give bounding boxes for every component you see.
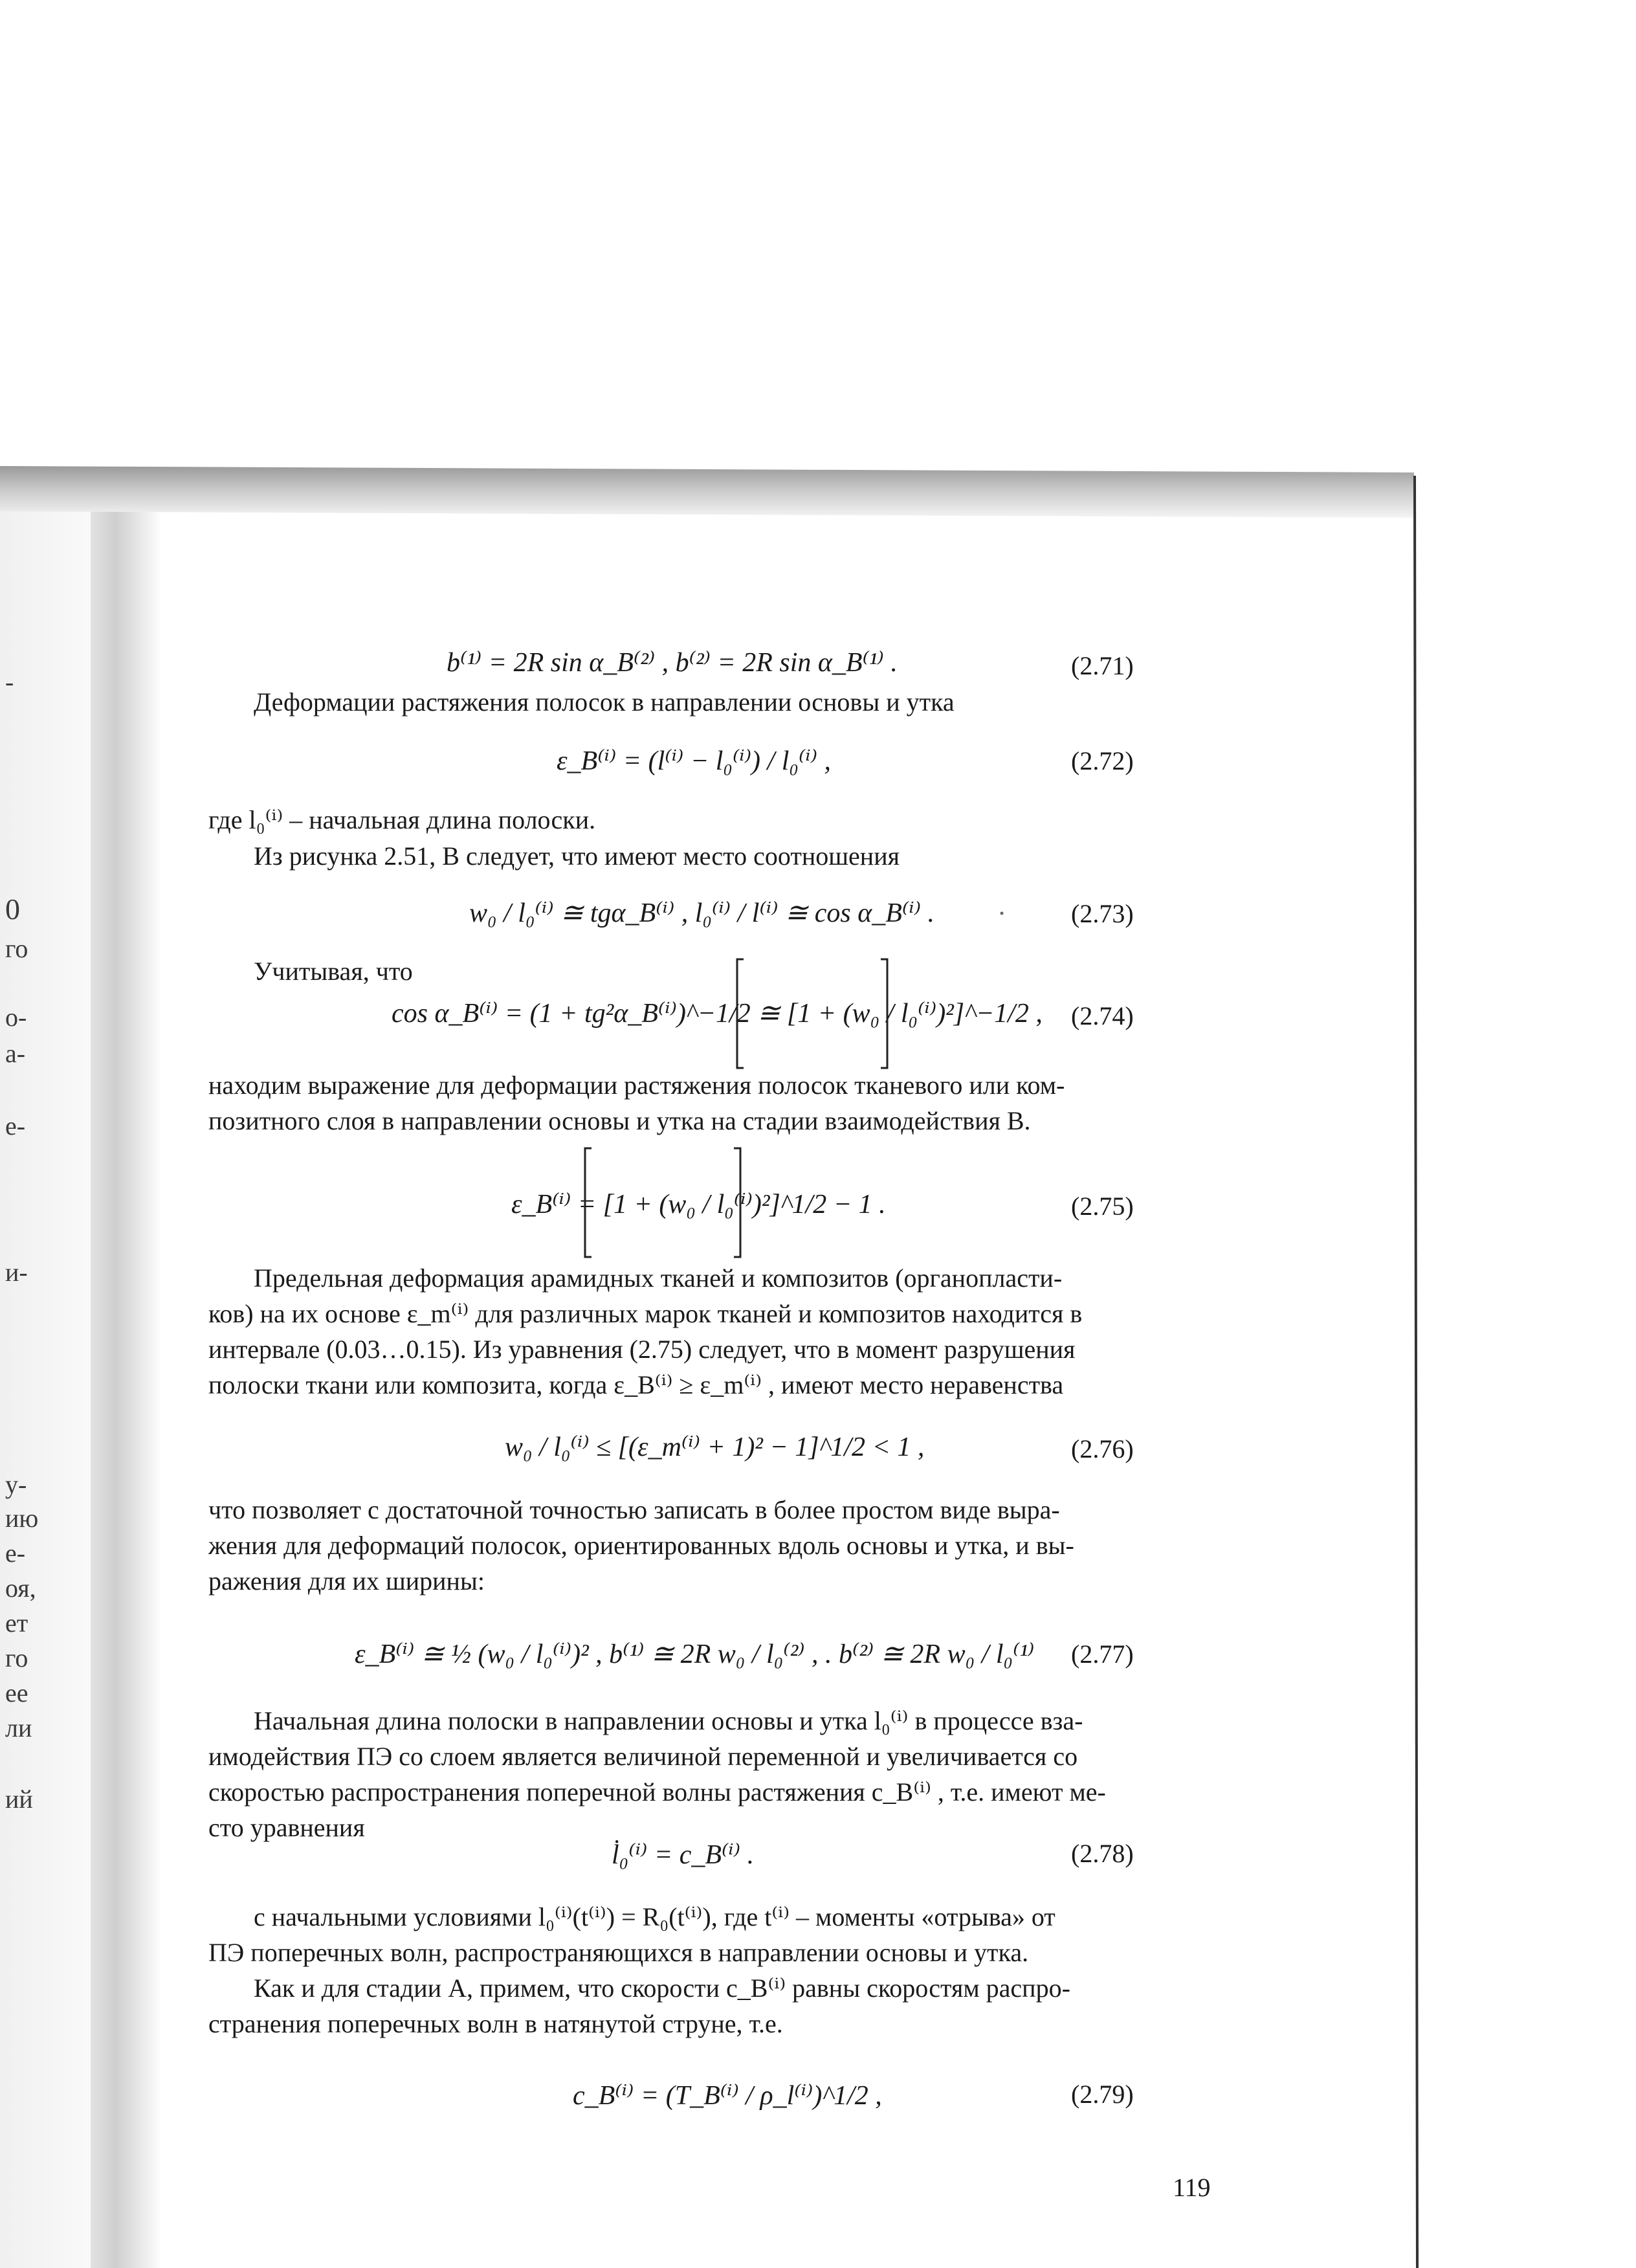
equation-number: (2.79) bbox=[1071, 2080, 1134, 2109]
equation-2-74: cos α_B⁽ⁱ⁾ = (1 + tg²α_B⁽ⁱ⁾)^−1/2 ≅ [1 + (w₀ / l₀⁽ⁱ⁾)²]^−1/2 , bbox=[392, 999, 1043, 1028]
paragraph-line: странения поперечных волн в натянутой струне, т.е. bbox=[208, 2009, 783, 2038]
equation-2-73: w₀ / l₀⁽ⁱ⁾ ≅ tgα_B⁽ⁱ⁾ , l₀⁽ⁱ⁾ / l⁽ⁱ⁾ ≅ cos α_B⁽ⁱ⁾ . bbox=[469, 898, 935, 928]
left-page-strip bbox=[0, 479, 97, 2268]
margin-fragment: е- bbox=[5, 1111, 26, 1140]
margin-fragment: ий bbox=[5, 1784, 33, 1814]
page-number: 119 bbox=[1173, 2173, 1211, 2202]
paragraph-line: Деформации растяжения полосок в направлении основы и утка bbox=[254, 687, 955, 717]
equation-number: (2.74) bbox=[1071, 1001, 1134, 1030]
paragraph-line: имодействия ПЭ со слоем является величиной переменной и увеличивается со bbox=[208, 1742, 1078, 1771]
margin-fragment: ли bbox=[5, 1713, 32, 1742]
margin-fragment: ию bbox=[5, 1504, 39, 1533]
paragraph-line: позитного слоя в направлении основы и утка на стадии взаимодействия B. bbox=[208, 1106, 1031, 1135]
equation-number: (2.77) bbox=[1071, 1640, 1134, 1669]
top-shadow-band bbox=[0, 466, 1414, 518]
paragraph-line: ражения для их ширины: bbox=[208, 1566, 485, 1595]
paragraph-line: сто уравнения bbox=[208, 1813, 365, 1842]
paragraph-line: Начальная длина полоски в направлении основы и утка l₀⁽ⁱ⁾ в процессе вза- bbox=[254, 1706, 1083, 1735]
paragraph-line: полоски ткани или композита, когда ε_B⁽ⁱ⁾ ≥ ε_m⁽ⁱ⁾ , имеют место неравенства bbox=[208, 1370, 1064, 1399]
paragraph-line: Из рисунка 2.51, В следует, что имеют место соотношения bbox=[254, 841, 900, 871]
margin-fragment: го bbox=[5, 934, 28, 963]
margin-fragment: и- bbox=[5, 1258, 28, 1287]
margin-fragment: ет bbox=[5, 1608, 28, 1638]
margin-fragment: оя, bbox=[5, 1573, 36, 1603]
equation-number: (2.76) bbox=[1071, 1434, 1134, 1463]
margin-fragment: - bbox=[5, 667, 14, 696]
paragraph-line: ПЭ поперечных волн, распространяющихся в направлении основы и утка. bbox=[208, 1938, 1029, 1967]
margin-fragment: ее bbox=[5, 1678, 28, 1707]
equation-2-76: w₀ / l₀⁽ⁱ⁾ ≤ [(ε_m⁽ⁱ⁾ + 1)² − 1]^1/2 < 1 , bbox=[505, 1432, 925, 1462]
margin-fragment: е- bbox=[5, 1539, 26, 1568]
equation-2-77: ε_B⁽ⁱ⁾ ≅ ½ (w₀ / l₀⁽ⁱ⁾)² , b⁽¹⁾ ≅ 2R w₀ / l₀⁽²⁾ , . b⁽²⁾ ≅ 2R w₀ / l₀⁽¹⁾ bbox=[355, 1640, 1035, 1669]
stray-mark bbox=[999, 911, 1006, 917]
paragraph-line: с начальными условиями l₀⁽ⁱ⁾(t⁽ⁱ⁾) = R₀(t⁽ⁱ⁾), где t⁽ⁱ⁾ – моменты «отрыва» от bbox=[254, 1902, 1056, 1931]
equation-2-79: c_B⁽ⁱ⁾ = (T_B⁽ⁱ⁾ / ρ_l⁽ⁱ⁾)^1/2 , bbox=[573, 2081, 882, 2111]
equation-number: (2.72) bbox=[1071, 746, 1134, 775]
equation-2-78: l̇₀⁽ⁱ⁾ = c_B⁽ⁱ⁾ . bbox=[612, 1840, 755, 1870]
paragraph-line: что позволяет с достаточной точностью записать в более простом виде выра- bbox=[208, 1495, 1060, 1524]
paragraph-line: Предельная деформация арамидных тканей и композитов (органопласти- bbox=[254, 1263, 1063, 1293]
equation-number: (2.78) bbox=[1071, 1839, 1134, 1868]
margin-fragment: го bbox=[5, 1643, 28, 1673]
paragraph-line: Как и для стадии A, примем, что скорости c_B⁽ⁱ⁾ равны скоростям распро- bbox=[254, 1973, 1070, 2003]
bracket-decoration bbox=[735, 957, 890, 1073]
paragraph-line: где l₀⁽ⁱ⁾ – начальная длина полоски. bbox=[208, 805, 596, 834]
margin-fragment: о- bbox=[5, 1003, 27, 1032]
equation-2-75: ε_B⁽ⁱ⁾ = [1 + (w₀ / l₀⁽ⁱ⁾)²]^1/2 − 1 . bbox=[511, 1190, 886, 1219]
paragraph-line: находим выражение для деформации растяжения полосок тканевого или ком- bbox=[208, 1071, 1065, 1100]
equation-number: (2.75) bbox=[1071, 1192, 1134, 1221]
equation-number: (2.71) bbox=[1071, 651, 1134, 680]
paragraph-line: интервале (0.03…0.15). Из уравнения (2.75) следует, что в момент разрушения bbox=[208, 1335, 1076, 1364]
equation-number: (2.73) bbox=[1071, 899, 1134, 928]
paragraph-line: жения для деформаций полосок, ориентированных вдоль основы и утка, и вы- bbox=[208, 1531, 1074, 1560]
equation-2-71: b⁽¹⁾ = 2R sin α_B⁽²⁾ , b⁽²⁾ = 2R sin α_B⁽¹⁾ . bbox=[447, 648, 898, 678]
equation-2-72: ε_B⁽ⁱ⁾ = (l⁽ⁱ⁾ − l₀⁽ⁱ⁾) / l₀⁽ⁱ⁾ , bbox=[557, 746, 832, 776]
paragraph-line: скоростью распространения поперечной волны растяжения c_B⁽ⁱ⁾ , т.е. имеют ме- bbox=[208, 1777, 1106, 1807]
margin-fragment: а- bbox=[5, 1039, 26, 1068]
paragraph-line: ков) на их основе ε_m⁽ⁱ⁾ для различных марок тканей и композитов находится в bbox=[208, 1299, 1083, 1328]
gutter-shadow bbox=[91, 479, 162, 2268]
margin-fragment: 0 bbox=[5, 893, 20, 926]
paragraph-line: Учитывая, что bbox=[254, 957, 413, 986]
bracket-decoration bbox=[582, 1146, 744, 1262]
margin-fragment: у- bbox=[5, 1470, 27, 1499]
